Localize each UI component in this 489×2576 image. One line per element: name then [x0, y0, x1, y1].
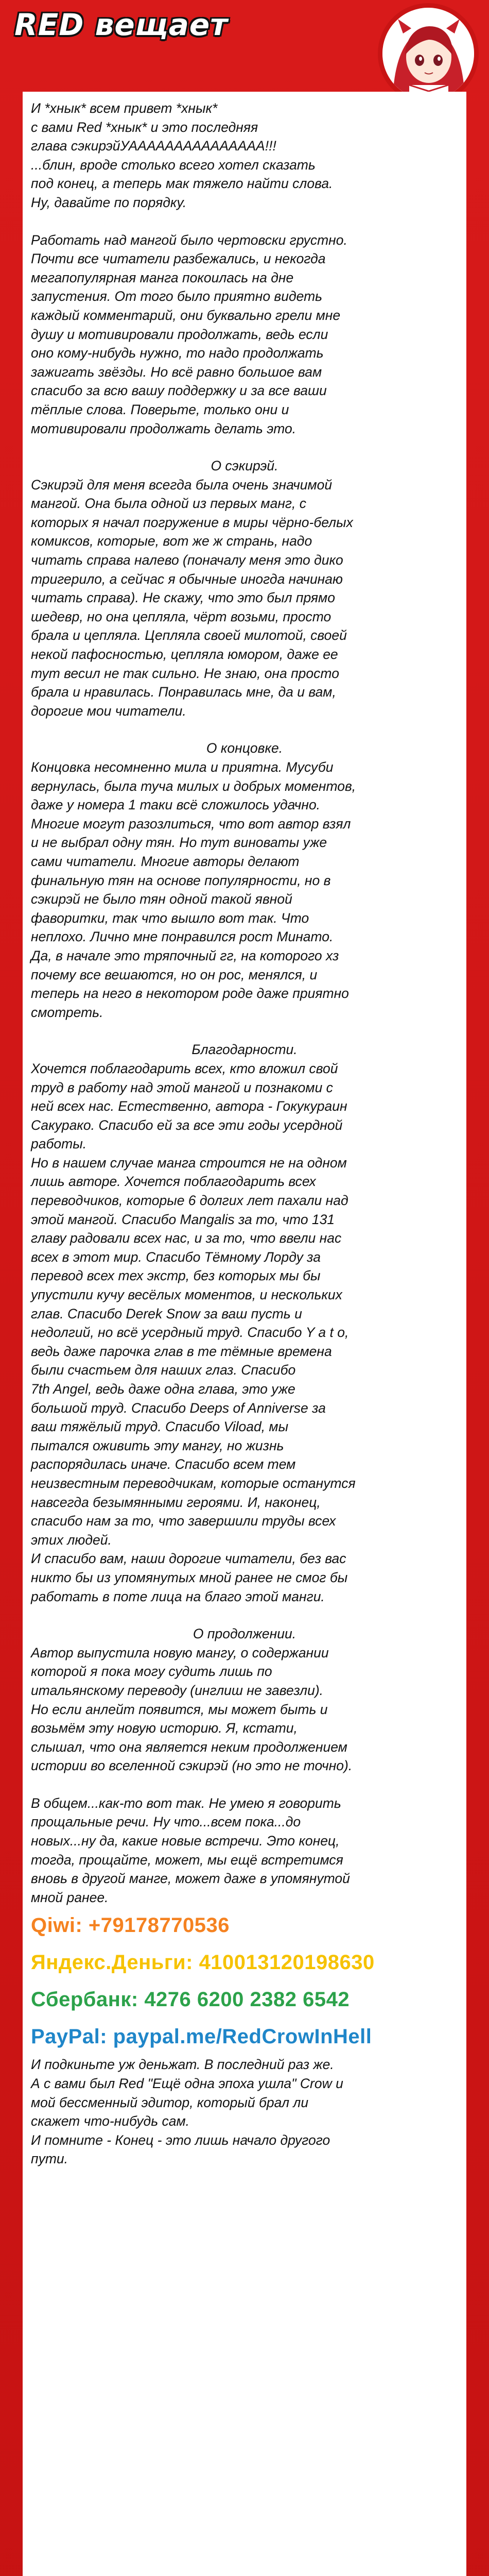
- text-line: неизвестным переводчикам, которые останутся: [31, 1475, 356, 1491]
- text-line: смотреть.: [31, 1004, 103, 1020]
- text-line: глава сэкирэйУААААААААААААААА!!!: [31, 138, 276, 154]
- text-line: мотивировали продолжать делать это.: [31, 420, 296, 436]
- avatar: [378, 3, 479, 104]
- text-line: вернулась, была туча милых и добрых моментов,: [31, 778, 356, 794]
- text-line: даже у номера 1 таки всё сложилось удачно.: [31, 797, 321, 813]
- text-line: 7th Angel, ведь даже одна глава, это уже: [31, 1381, 295, 1397]
- spacer: [31, 1606, 458, 1624]
- text-line: прощальные речи. Ну что...всем пока...до: [31, 1814, 301, 1830]
- text-line: мангой. Она была одной из первых манг, с: [31, 496, 306, 512]
- text-line: ведь даже парочка глав в те тёмные времена: [31, 1343, 332, 1359]
- spacer: [31, 720, 458, 739]
- text-line: зажигать звёзды. Но всё равно большое вам: [31, 364, 322, 380]
- payment-qiwi: Qiwi: +79178770536: [31, 1914, 230, 1937]
- text-line: Сакурако. Спасибо ей за все эти годы усердной: [31, 1117, 343, 1133]
- text-line: сэкирэй не было тян одной такой явной: [31, 891, 292, 907]
- payment-paypal: PayPal: paypal.me/RedCrowInHell: [31, 2025, 372, 2048]
- text-line: этой мангой. Спасибо Mangalis за то, что 131: [31, 1211, 335, 1227]
- text-line: Работать над мангой было чертовски грустно.: [31, 232, 347, 248]
- text-line: вновь в другой манге, может даже в упомянутой: [31, 1871, 350, 1887]
- text-line: комиксов, которые, вот же ж странь, надо: [31, 533, 312, 549]
- text-line: которых я начал погружение в миры чёрно-белых: [31, 514, 353, 530]
- text-line: ...блин, вроде столько всего хотел сказать: [31, 157, 316, 173]
- spacer: [31, 1775, 458, 1794]
- text-line: фаворитки, так что вышло вот так. Что: [31, 910, 309, 926]
- text-line: запустения. От того было приятно видеть: [31, 289, 323, 304]
- text-line: истории во вселенной сэкирэй (но это не точно).: [31, 1758, 353, 1774]
- text-line: некой пафосностью, цепляла юмором, даже ее: [31, 647, 338, 663]
- text-line: Хочется поблагодарить всех, кто вложил свой: [31, 1060, 338, 1076]
- text-line: Ну, давайте по порядку.: [31, 194, 187, 210]
- text-line: брала и цепляла. Цепляла своей милотой, своей: [31, 628, 347, 643]
- text-line: И помните - Конец - это лишь начало другого: [31, 2132, 330, 2148]
- text-line: распорядилась иначе. Спасибо всем тем: [31, 1456, 296, 1472]
- text-line: с вами Red *хнык* и это последняя: [31, 119, 258, 135]
- text-line: работать в поте лица на благо этой манги.: [31, 1588, 325, 1604]
- text-line: труд в работу над этой мангой и познакоми с: [31, 1079, 333, 1095]
- text-line: неплохо. Лично мне понравился рост Минато.: [31, 929, 334, 945]
- text-line: мной ранее.: [31, 1889, 109, 1905]
- text-line: спасибо нам за то, что завершили труды всех: [31, 1513, 336, 1529]
- text-line: мегапопулярная манга покоилась на дне: [31, 269, 294, 285]
- text-line: теперь на него в некотором роде даже приятно: [31, 986, 349, 1002]
- section-heading-next: О продолжении.: [193, 1626, 296, 1642]
- spacer: [31, 1022, 458, 1040]
- text-line: и не выбрал одну тян. Но тут виноваты уже: [31, 835, 327, 851]
- text-line: Сэкирэй для меня всегда была очень значимой: [31, 477, 333, 493]
- text-line: новых...ну да, какие новые встречи. Это конец,: [31, 1833, 340, 1849]
- text-line: И спасибо вам, наши дорогие читатели, без вас: [31, 1551, 346, 1567]
- text-line: которой я пока могу судить лишь по: [31, 1664, 272, 1680]
- text-line: оно кому-нибудь нужно, то надо продолжать: [31, 345, 324, 361]
- text-line: шедевр, но она цепляла, чёрт возьми, просто: [31, 608, 331, 624]
- text-line: переводчиков, которые 6 долгих лет пахали над: [31, 1193, 348, 1209]
- text-line: сами читатели. Многие авторы делают: [31, 853, 300, 869]
- text-line: финальную тян на основе популярности, но в: [31, 872, 331, 888]
- text-line: читать справа). Не скажу, что это был прямо: [31, 590, 335, 606]
- text-line: И подкиньте уж деньжат. В последний раз же.: [31, 2057, 334, 2073]
- text-line: А с вами был Red "Ещё одна эпоха ушла" Crow и: [31, 2076, 343, 2092]
- section-heading-ending: О концовке.: [206, 740, 283, 756]
- payment-yandex: Яндекс.Деньги: 410013120198630: [31, 1951, 375, 1974]
- text-line: лишь авторе. Хочется поблагодарить всех: [31, 1174, 316, 1190]
- logo-text: RED вещает: [14, 7, 228, 42]
- text-line: большой труд. Спасибо Deeps of Anniverse за: [31, 1400, 326, 1416]
- text-line: ней всех нас. Естественно, автора - Гокукураин: [31, 1098, 347, 1114]
- text-line: итальянскому переводу (инглиш не завезли).: [31, 1682, 324, 1698]
- anime-girl-avatar-icon: [382, 8, 474, 99]
- text-line: Почти все читатели разбежались, и некогда: [31, 251, 326, 267]
- text-line: всех в этот мир. Спасибо Тёмному Лорду за: [31, 1249, 321, 1265]
- text-line: В общем...как-то вот так. Не умею я говорить: [31, 1795, 341, 1811]
- text-line: никто бы из упомянутых мной ранее не смог бы: [31, 1569, 348, 1585]
- text-line: читать справа налево (поначалу меня это дико: [31, 552, 343, 568]
- text-line: работы.: [31, 1136, 87, 1152]
- text-line: душу и мотивировали продолжать, ведь если: [31, 326, 328, 342]
- text-line: пути.: [31, 2151, 68, 2167]
- text-line: мой бессменный эдитор, который брал ли: [31, 2094, 309, 2110]
- text-line: Но в нашем случае манга строится не на одном: [31, 1155, 347, 1171]
- text-line: Но если анлейт появится, мы может быть и: [31, 1701, 328, 1717]
- text-line: тогда, прощайте, может, мы ещё встретимся: [31, 1852, 343, 1868]
- payment-sber: Сбербанк: 4276 6200 2382 6542: [31, 1988, 350, 2011]
- text-line: Многие могут разозлиться, что вот автор взял: [31, 816, 351, 832]
- text-line: И *хнык* всем привет *хнык*: [31, 100, 218, 116]
- text-line: глав. Спасибо Derek Snow за ваш пусть и: [31, 1306, 302, 1321]
- text-line: почему все вешаются, но он рос, менялся, и: [31, 967, 318, 982]
- text-line: возьмём эту новую историю. Я, кстати,: [31, 1720, 298, 1736]
- section-heading-thanks: Благодарности.: [191, 1042, 298, 1058]
- text-line: брала и нравилась. Понравилась мне, да и вам,: [31, 684, 336, 700]
- text-line: недолгий, но всё усердный труд. Спасибо Y a t o,: [31, 1325, 349, 1341]
- text-line: каждый комментарий, они буквально грели мне: [31, 307, 341, 323]
- text-line: под конец, а теперь мак тяжело найти слова.: [31, 176, 333, 192]
- text-line: Автор выпустила новую мангу, о содержании: [31, 1645, 329, 1660]
- text-line: тёплые слова. Поверьте, только они и: [31, 401, 289, 417]
- text-line: ваш тяжёлый труд. Спасибо Viload, мы: [31, 1419, 289, 1435]
- spacer: [31, 212, 458, 231]
- text-line: скажет что-нибудь сам.: [31, 2113, 190, 2129]
- text-line: тут весил не так сильно. Не знаю, она просто: [31, 665, 339, 681]
- text-line: главу радовали всех нас, и за то, что ввели нас: [31, 1230, 342, 1246]
- text-line: дорогие мои читатели.: [31, 703, 186, 719]
- text-line: Концовка несомненно мила и приятна. Мусуби: [31, 759, 334, 775]
- text-line: упустили кучу весёлых моментов, и нескольких: [31, 1287, 342, 1303]
- text-line: слышал, что она является неким продолжением: [31, 1739, 347, 1755]
- text-line: Да, в начале это тряпочный гг, на которого хз: [31, 947, 339, 963]
- text-line: пытался оживить эту мангу, но жизнь: [31, 1437, 284, 1453]
- text-line: были счастьем для наших глаз. Спасибо: [31, 1362, 296, 1378]
- text-line: навсегда безымянными героями. И, наконец,: [31, 1494, 321, 1510]
- text-line: этих людей.: [31, 1532, 112, 1548]
- text-line: спасибо за всю вашу поддержку и за все ваши: [31, 383, 327, 399]
- text-line: перевод всех тех экстр, без которых мы бы: [31, 1268, 321, 1284]
- article-panel: [23, 92, 466, 2576]
- header: [0, 0, 489, 98]
- spacer: [31, 438, 458, 456]
- text-line: тригерило, а сейчас я обычные иногда начинаю: [31, 571, 343, 587]
- section-heading-about: О сэкирэй.: [211, 458, 278, 474]
